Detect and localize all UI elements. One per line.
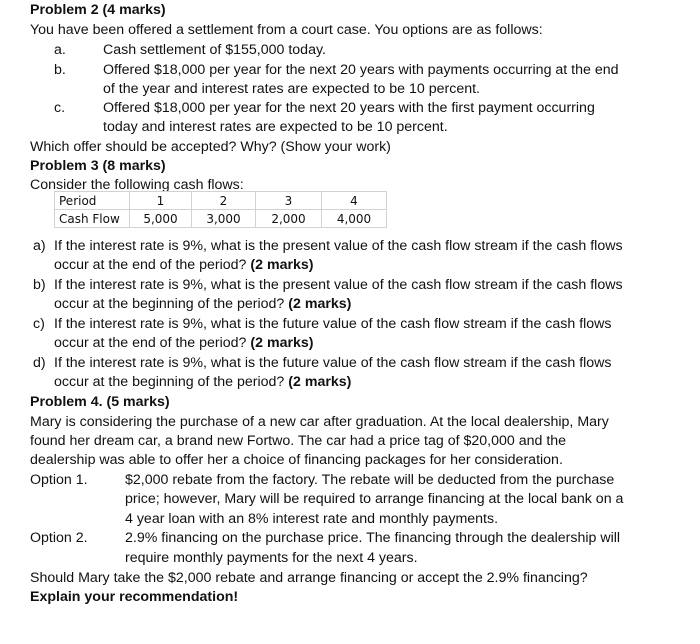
- question-a-marks: (2 marks): [250, 257, 314, 273]
- table-cell: Period: [55, 192, 130, 210]
- table-cell: 1: [130, 192, 192, 210]
- table-row-period: [55, 192, 387, 210]
- question-b-marks: (2 marks): [288, 296, 352, 312]
- cash-flow-table: [54, 191, 387, 228]
- question-c-marker: c): [33, 316, 45, 332]
- option-b-text-1: Offered $18,000 per year for the next 20 years with payments occurring at the end: [103, 62, 619, 78]
- question-a-text-2: [54, 256, 314, 274]
- option-b-marker: b.: [54, 62, 66, 78]
- table-cell: 3: [256, 192, 322, 210]
- question-a-body: occur at the end of the period?: [54, 257, 247, 273]
- problem4-intro-2: found her dream car, a brand new Fortwo. The car had a price tag of $20,000 and the: [30, 433, 567, 449]
- problem4-intro-1: Mary is considering the purchase of a new car after graduation. At the local dealership, Mary: [30, 414, 609, 430]
- option-a-text: Cash settlement of $155,000 today.: [103, 42, 326, 58]
- question-b-text-2: [54, 295, 351, 313]
- question-d-body: occur at the beginning of the period?: [54, 374, 285, 390]
- option2-text-2: require monthly payments for the next 4 years.: [125, 550, 418, 566]
- question-d-text-1: If the interest rate is 9%, what is the future value of the cash flow stream if the cash flows: [54, 355, 612, 371]
- problem4-closing: Explain your recommendation!: [30, 589, 239, 605]
- question-d-marker: d): [33, 355, 46, 371]
- option1-label: Option 1.: [30, 472, 88, 488]
- problem3-intro: Consider the following cash flows:: [30, 177, 244, 193]
- option-b-text-2: of the year and interest rates are expected to be 10 percent.: [103, 81, 480, 97]
- option-a-marker: a.: [54, 42, 66, 58]
- question-b-marker: b): [33, 277, 46, 293]
- table-cell: 2: [192, 192, 256, 210]
- question-b-text-1: If the interest rate is 9%, what is the present value of the cash flow stream if the cash flows: [54, 277, 623, 293]
- table-cell: Cash Flow: [55, 210, 130, 228]
- problem4-intro-3: dealership was able to offer her a choice of financing packages for her consideration.: [30, 452, 563, 468]
- question-a-marker: a): [33, 238, 46, 254]
- option1-text-2: price; however, Mary will be required to arrange financing at the local bank on a: [125, 491, 624, 507]
- option1-text-3: 4 year loan with an 8% interest rate and monthly payments.: [125, 511, 499, 527]
- problem4-title: Problem 4. (5 marks): [30, 394, 170, 410]
- question-c-text-2: [54, 334, 314, 352]
- problem2-intro: You have been offered a settlement from a court case. You options are as follows:: [30, 22, 543, 38]
- problem2-question: Which offer should be accepted? Why? (Show your work): [30, 139, 391, 155]
- question-c-body: occur at the end of the period?: [54, 335, 247, 351]
- table-cell: 4,000: [322, 210, 387, 228]
- option-c-marker: c.: [54, 100, 66, 116]
- question-b-body: occur at the beginning of the period?: [54, 296, 285, 312]
- problem2-title: Problem 2 (4 marks): [30, 2, 166, 18]
- question-c-marks: (2 marks): [250, 335, 314, 351]
- question-a-text-1: If the interest rate is 9%, what is the present value of the cash flow stream if the cash flows: [54, 238, 623, 254]
- option-c-text-1: Offered $18,000 per year for the next 20 years with the first payment occurring: [103, 100, 595, 116]
- option1-text-1: $2,000 rebate from the factory. The rebate will be deducted from the purchase: [125, 472, 615, 488]
- option2-label: Option 2.: [30, 530, 88, 546]
- problem3-title: Problem 3 (8 marks): [30, 158, 166, 174]
- question-d-text-2: [54, 373, 351, 391]
- table-cell: 2,000: [256, 210, 322, 228]
- table-row-cash-flow: [55, 210, 387, 228]
- question-d-marks: (2 marks): [288, 374, 352, 390]
- table-cell: 3,000: [192, 210, 256, 228]
- problem4-question: Should Mary take the $2,000 rebate and arrange financing or accept the 2.9% financing?: [30, 570, 588, 586]
- table-cell: 4: [322, 192, 387, 210]
- question-c-text-1: If the interest rate is 9%, what is the future value of the cash flow stream if the cash flows: [54, 316, 612, 332]
- option-c-text-2: today and interest rates are expected to be 10 percent.: [103, 119, 448, 135]
- table-cell: 5,000: [130, 210, 192, 228]
- option2-text-1: 2.9% financing on the purchase price. The financing through the dealership will: [125, 530, 621, 546]
